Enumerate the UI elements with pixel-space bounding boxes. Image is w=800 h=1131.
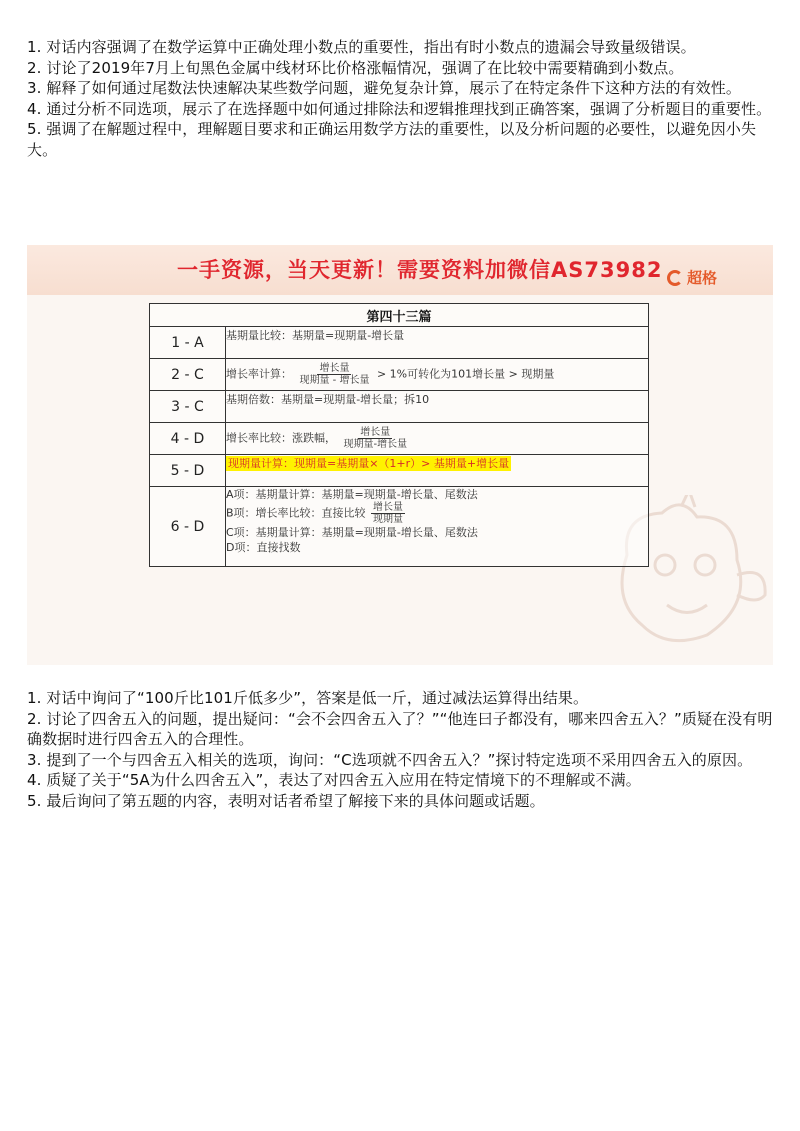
summary-notes-top — [27, 37, 775, 160]
answer-explanation: 基期倍数：基期量=现期量-增长量；拆10 — [226, 391, 649, 423]
fraction-numerator: 增长量 — [373, 502, 404, 513]
answer-key: 3 - C — [150, 391, 226, 423]
note-item: 5. 最后询问了第五题的内容，表明对话者希望了解接下来的具体问题或话题。 — [27, 791, 545, 810]
note-item: 1. 对话中询问了“100斤比101斤低多少”，答案是低一斤，通过减法运算得出结果。 — [27, 689, 589, 707]
note-item: 2. 讨论了四舍五入的问题，提出疑问：“会不会四舍五入了？”“他连曰子都没有，哪来四舍五入？”质疑在没有明确数据时进行四舍五入的合理性。 — [27, 709, 773, 748]
slide-image — [27, 245, 773, 665]
answer-key: 5 - D — [150, 455, 226, 487]
fraction-denominator: 现期量 - 增长量 — [299, 375, 370, 386]
fraction — [371, 502, 405, 525]
note-item: 4. 质疑了关于“5A为什么四舍五入”，表达了对四舍五入应用在特定情境下的不理解或不满。 — [27, 771, 641, 789]
fraction-denominator: 现期量-增长量 — [343, 439, 408, 450]
slide-banner — [27, 245, 773, 295]
note-item: 3. 解释了如何通过尾数法快速解决某些数学问题，避免复杂计算，展示了在特定条件下这种方法的有效性。 — [27, 79, 741, 97]
note-item: 2. 讨论了2019年7月上旬黑色金属中线材环比价格涨幅情况，强调了在比较中需要精确到小数点。 — [27, 58, 684, 77]
brand-logo — [667, 267, 717, 288]
option-d-note: D项：直接找数 — [226, 541, 301, 554]
answer-explanation — [226, 487, 649, 567]
table-row — [150, 327, 649, 359]
answer-explanation: 基期量比较：基期量=现期量-增长量 — [226, 327, 649, 359]
answer-explanation — [226, 359, 649, 391]
brand-name: 超格 — [687, 269, 718, 287]
fraction-denominator: 现期量 — [373, 514, 404, 525]
answer-explanation — [226, 423, 649, 455]
formula-label: 增长率计算： — [226, 367, 292, 381]
option-b-label: B项：增长率比较：直接比较 — [226, 506, 366, 520]
table-row — [150, 455, 649, 487]
fraction-numerator: 增长量 — [319, 363, 350, 374]
note-item: 1. 对话内容强调了在数学运算中正确处理小数点的重要性，指出有时小数点的遗漏会导致量级错误。 — [27, 38, 696, 56]
answer-key: 6 - D — [150, 487, 226, 567]
option-c-note: C项：基期量计算：基期量=现期量-增长量、尾数法 — [226, 526, 478, 539]
answer-key: 4 - D — [150, 423, 226, 455]
answer-explanation — [226, 455, 649, 487]
table-row — [150, 359, 649, 391]
note-item: 4. 通过分析不同选项，展示了在选择题中如何通过排除法和逻辑推理找到正确答案，强调了分析题目的重要性。 — [27, 99, 772, 118]
brand-logo-icon — [667, 270, 683, 286]
fraction-numerator: 增长量 — [360, 427, 391, 438]
table-row — [150, 423, 649, 455]
note-item: 5. 强调了在解题过程中，理解题目要求和正确运用数学方法的重要性，以及分析问题的必要性，以避免因小失大。 — [27, 120, 757, 159]
option-b-note — [226, 502, 648, 525]
highlighted-formula: 现期量计算：现期量=基期量×（1+r）> 基期量+增长量 — [228, 457, 510, 470]
banner-text: 一手资源，当天更新！需要资料加微信AS73982 — [177, 258, 663, 282]
table-title: 第四十三篇 — [150, 304, 649, 327]
fraction — [342, 427, 410, 450]
answer-table — [149, 303, 649, 567]
option-a-note: A项：基期量计算：基期量=现期量-增长量、尾数法 — [226, 488, 478, 501]
answer-key: 2 - C — [150, 359, 226, 391]
note-item: 3. 提到了一个与四舍五入相关的选项，询问：“C选项就不四舍五入？”探讨特定选项不采用四舍五入的原因。 — [27, 750, 753, 769]
answer-key: 1 - A — [150, 327, 226, 359]
summary-notes-bottom — [27, 688, 775, 811]
table-row — [150, 487, 649, 567]
formula-tail: > 1%可转化为101增长量 > 现期量 — [376, 367, 555, 381]
fraction — [298, 363, 372, 386]
formula-label: 增长率比较：涨跌幅， — [226, 431, 336, 445]
table-row — [150, 391, 649, 423]
